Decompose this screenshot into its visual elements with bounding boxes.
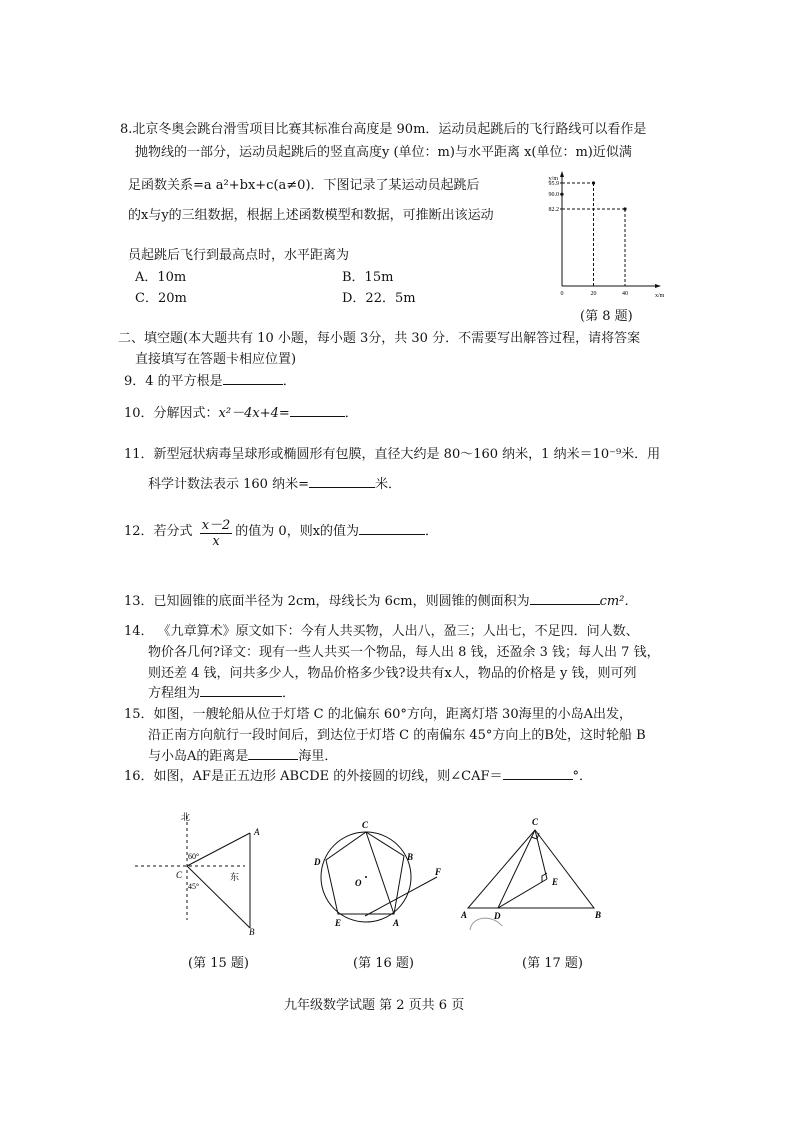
x-tick-label: 40 bbox=[622, 291, 628, 297]
q8-option-d: D．22．5m bbox=[342, 291, 416, 306]
figure-15-caption: (第 15 题) bbox=[188, 956, 249, 971]
label-d: D bbox=[314, 857, 321, 867]
y-tick-label: 90.0 bbox=[548, 192, 559, 199]
q8-line5: 员起跳后飞行到最高点时，水平距离为 bbox=[128, 248, 350, 263]
q8-option-b: B．15m bbox=[342, 270, 394, 285]
label-f: F bbox=[435, 867, 442, 877]
segment-cd bbox=[498, 830, 535, 908]
q15-line1: 15．如图，一艘轮船从位于灯塔 C 的北偏东 60°方向，距离灯塔 30海里的小岛A出发， bbox=[124, 707, 632, 722]
q14-line4-text: 方程组为 bbox=[148, 686, 201, 701]
q8-line1: 8.北京冬奥会跳台滑雪项目比赛其标准台高度是 90m．运动员起跳后的飞行路线可以看作是 bbox=[120, 122, 647, 137]
label-a: A bbox=[461, 910, 468, 920]
q12-fraction bbox=[200, 514, 233, 549]
angle-45-label: 45° bbox=[188, 882, 200, 891]
angle-60-label: 60° bbox=[188, 852, 200, 861]
figure-15 bbox=[130, 808, 265, 938]
q11-tail: 米． bbox=[374, 477, 401, 492]
label-b: B bbox=[595, 910, 602, 920]
q16-tail: °． bbox=[572, 769, 593, 784]
q8-option-c: C．20m bbox=[135, 291, 187, 306]
q16-text: 16．如图，AF是正五边形 ABCDE 的外接圆的切线，则∠CAF＝ bbox=[124, 769, 503, 784]
q16 bbox=[124, 765, 592, 784]
figure-17 bbox=[458, 808, 618, 940]
q8-line2: 抛物线的一部分，运动员起跳后的竖直高度y (单位：m)与水平距离 x(单位：m)近似满 bbox=[135, 145, 632, 160]
q14-line1: 14． 《九章算术》原文如下：今有人共买物，人出八，盈三；人出七，不足四．问人数、 bbox=[124, 624, 639, 639]
label-c: C bbox=[176, 870, 183, 880]
y-tick-label: 82.2 bbox=[548, 207, 559, 213]
q12-prefix: 12．若分式 bbox=[124, 524, 193, 539]
east-label: 东 bbox=[230, 872, 240, 882]
label-a: A bbox=[254, 827, 260, 837]
label-o: O bbox=[355, 878, 362, 888]
q10-tail: ． bbox=[344, 406, 358, 421]
segment-ca bbox=[187, 833, 250, 866]
segment-ca bbox=[366, 832, 394, 914]
x-tick-label: 20 bbox=[590, 291, 597, 297]
q13 bbox=[124, 590, 637, 609]
data-point bbox=[560, 193, 563, 196]
section2-line2: 直接填写在答题卡相应位置) bbox=[135, 352, 297, 367]
q11-line2 bbox=[148, 473, 401, 492]
label-b: B bbox=[249, 927, 255, 937]
figure-17-caption: (第 17 题) bbox=[522, 956, 583, 971]
q15-line2: 沿正南方向航行一段时间后，到达位于灯塔 C 的南偏东 45°方向上的B处，这时轮船 B bbox=[148, 728, 646, 743]
q10-prefix: 10．分解因式： bbox=[124, 406, 219, 421]
segment-cb bbox=[187, 866, 250, 928]
label-d: D bbox=[494, 911, 501, 921]
q13-tail: cm²． bbox=[599, 594, 638, 609]
label-a: A bbox=[393, 918, 400, 928]
q11-line1: 11．新型冠状病毒呈球形或椭圆形有包膜，直径大约是 80～160 纳米，1 纳米＝10⁻⁹米．用 bbox=[124, 447, 661, 462]
q8-caption: (第 8 题) bbox=[580, 309, 633, 324]
page-footer: 九年级数学试题 第 2 页共 6 页 bbox=[284, 998, 465, 1013]
q14-answer-blank[interactable] bbox=[200, 684, 282, 697]
q14-line3: 则还差 4 钱，问共多少人，物品价格多少钱?设共有x人，物品的价格是 y 钱，则可列 bbox=[148, 666, 637, 681]
x-axis-arrow bbox=[655, 284, 661, 288]
q10-answer-blank[interactable] bbox=[290, 404, 345, 417]
data-point bbox=[592, 181, 595, 184]
data-point bbox=[623, 207, 626, 210]
q12 bbox=[124, 514, 438, 549]
q15-line3-text: 与小岛A的距离是 bbox=[148, 749, 249, 764]
q9-answer-blank[interactable] bbox=[223, 372, 283, 385]
q8-chart bbox=[530, 168, 670, 300]
q15-answer-blank[interactable] bbox=[248, 747, 298, 760]
q8-option-a: A．10m bbox=[135, 270, 187, 285]
label-e: E bbox=[335, 918, 342, 928]
q12-tail: ． bbox=[425, 524, 439, 539]
y-axis-label: y/m bbox=[548, 176, 558, 182]
q10 bbox=[124, 402, 358, 421]
label-b: B bbox=[407, 852, 414, 862]
label-e: E bbox=[552, 877, 559, 887]
q11-answer-blank[interactable] bbox=[309, 475, 375, 488]
q12-numerator: x－2 bbox=[200, 514, 233, 534]
figure-16-caption: (第 16 题) bbox=[353, 956, 414, 971]
q13-answer-blank[interactable] bbox=[530, 592, 600, 605]
q15-line3 bbox=[148, 745, 337, 764]
q9-tail: ． bbox=[282, 374, 296, 389]
q15-tail: 海里． bbox=[298, 749, 338, 764]
north-label: 北 bbox=[181, 812, 191, 822]
q12-denominator: x bbox=[212, 534, 220, 549]
q10-expression: x²－4x+4= bbox=[218, 406, 290, 421]
q14-line4 bbox=[148, 682, 295, 701]
q13-text: 13．已知圆锥的底面半径为 2cm，母线长为 6cm，则圆锥的侧面积为 bbox=[124, 594, 530, 609]
q14-tail: ． bbox=[282, 686, 296, 701]
q8-line3: 足函数关系=a a²+bx+c(a≠0)．下图记录了某运动员起跳后 bbox=[128, 178, 480, 193]
label-c: C bbox=[362, 820, 369, 830]
q16-answer-blank[interactable] bbox=[503, 767, 573, 780]
tangent-af bbox=[365, 877, 437, 916]
q12-answer-blank[interactable] bbox=[359, 522, 425, 535]
q8-line4: 的x与y的三组数据，根据上述函数模型和数据，可推断出该运动 bbox=[128, 208, 494, 223]
x-tick-label: 0 bbox=[560, 291, 564, 297]
q9 bbox=[124, 370, 296, 389]
center-dot bbox=[365, 876, 367, 878]
figure-16 bbox=[305, 815, 450, 930]
section2-line1: 二、填空题(本大题共有 10 小题，每小题 3分，共 30 分．不需要写出解答过程，请将答案 bbox=[118, 331, 641, 346]
label-c: C bbox=[532, 817, 539, 827]
y-axis-arrow bbox=[560, 171, 564, 177]
triangle-abc bbox=[468, 830, 594, 908]
q14-line2: 物价各几何?译文：现有一些人共买一个物品，每人出 8 钱，还盈余 3 钱；每人出 7 钱， bbox=[148, 645, 660, 660]
x-axis-label: x/m bbox=[655, 293, 665, 299]
q11-line2-text: 科学计数法表示 160 纳米= bbox=[148, 477, 309, 492]
q9-text: 9．4 的平方根是 bbox=[124, 374, 223, 389]
y-tick-label: 95.9 bbox=[548, 181, 559, 187]
q12-mid: 的值为 0，则x的值为 bbox=[235, 524, 360, 539]
